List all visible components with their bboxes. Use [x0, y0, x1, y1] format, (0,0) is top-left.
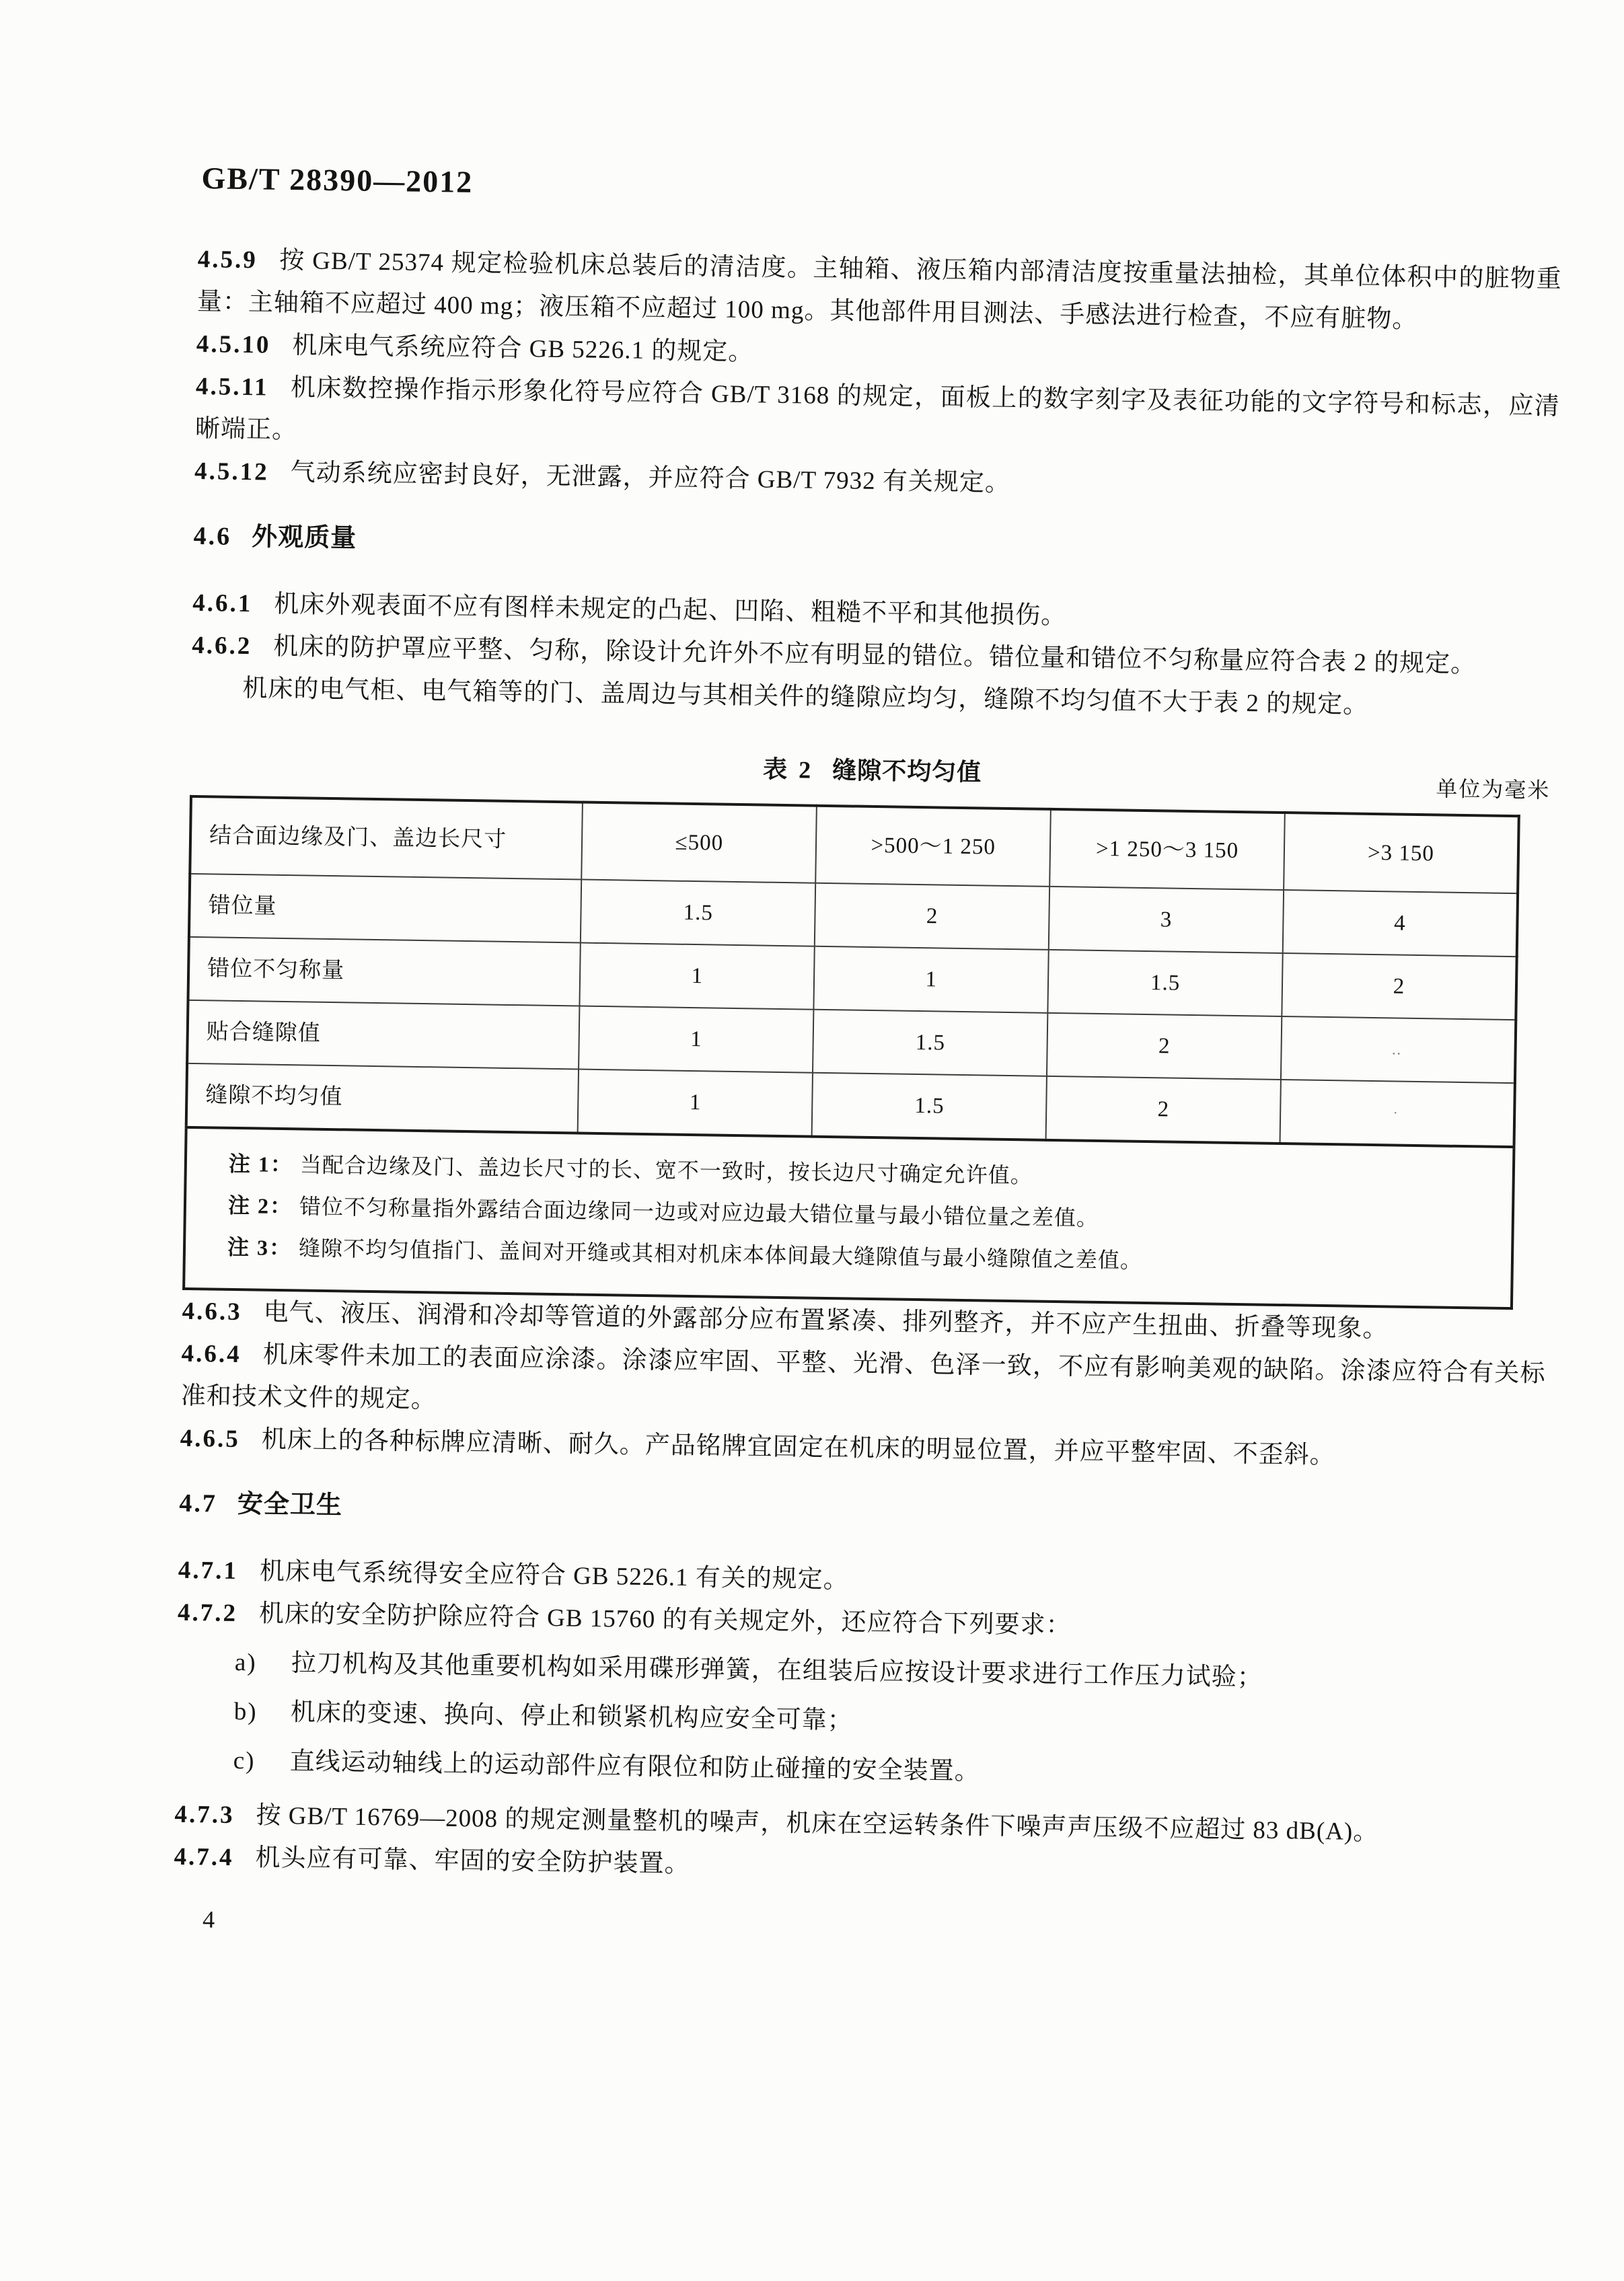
note-label: 注 3：: [227, 1234, 293, 1261]
table-notes-row: [184, 1127, 1514, 1308]
clause-text: 电气、液压、润滑和冷却等管道的外露部分应布置紧凑、排列整齐，并不应产生扭曲、折叠等现象。: [263, 1298, 1389, 1343]
cell-value: 2: [1282, 953, 1516, 1020]
cell-value: 1: [580, 943, 815, 1010]
cell-value: 1.5: [812, 1073, 1047, 1140]
row-label: 错位不匀称量: [188, 937, 581, 1006]
table-lead-in-paragraph: 机床的电气柜、电气箱等的门、盖周边与其相关件的缝隙应均匀，缝隙不均匀值不大于表 2 的规定。: [242, 675, 1369, 719]
cell-value: 1.5: [813, 1010, 1047, 1076]
clause-text: 机床外观表面不应有图样未规定的凸起、凹陷、粗糙不平和其他损伤。: [273, 590, 1067, 630]
page-number: 4: [202, 1906, 216, 1933]
clause-number: 4.6.2: [192, 631, 252, 661]
clause-number: 4.5.10: [196, 330, 271, 359]
cell-value: 1: [579, 1006, 813, 1073]
header-cell: >3 150: [1284, 813, 1519, 893]
header-cell: >500～1 250: [815, 806, 1051, 887]
table-title: 缝隙不均匀值: [832, 757, 982, 786]
cell-value: 3: [1049, 887, 1284, 953]
note-text: 缝隙不均匀值指门、盖间对开缝或其相对机床本体间最大缝隙值与最小缝隙值之差值。: [298, 1236, 1143, 1273]
clause-text: 机床数控操作指示形象化符号应符合 GB/T 3168 的规定，面板上的数字刻字及表征功能的文字符号和标志，应清晰端正。: [194, 374, 1561, 445]
clause-number: 4.7.1: [178, 1556, 239, 1585]
list-text: 直线运动轴线上的运动部件应有限位和防止碰撞的安全装置。: [289, 1748, 980, 1786]
list-text: 机床的变速、换向、停止和锁紧机构应安全可靠；: [290, 1698, 854, 1735]
gap-unevenness-table: [182, 795, 1520, 1310]
table-caption: [190, 744, 1555, 802]
clause-text: 按 GB/T 16769—2008 的规定测量整机的噪声，机床在空运转条件下噪声声压级不应超过 83 dB(A)。: [256, 1801, 1379, 1846]
clause-number: 4.6.4: [181, 1339, 242, 1369]
clause-text: 气动系统应密封良好，无泄露，并应符合 GB/T 7932 有关规定。: [290, 459, 1011, 497]
section-title: 安全卫生: [237, 1490, 343, 1520]
clause-text: 机床电气系统应符合 GB 5226.1 的规定。: [292, 332, 754, 367]
clause-text: 机床电气系统得安全应符合 GB 5226.1 有关的规定。: [259, 1557, 850, 1594]
header-cell: >1 250～3 150: [1049, 809, 1285, 890]
cell-value: 4: [1283, 890, 1518, 957]
clause-text: 机床的安全防护除应符合 GB 15760 的有关规定外，还应符合下列要求：: [258, 1600, 1072, 1640]
note-text: 当配合边缘及门、盖边长尺寸的长、宽不一致时，按长边尺寸确定允许值。: [299, 1152, 1033, 1188]
list-text: 拉刀机构及其他重要机构如采用碟形弹簧，在组装后应按设计要求进行工作压力试验；: [291, 1649, 1263, 1692]
cell-value: 2: [815, 883, 1049, 950]
page-content: [173, 161, 1563, 1961]
clause-number: 4.7.2: [177, 1598, 238, 1628]
row-label: 错位量: [189, 874, 582, 943]
clause-number: 4.6.5: [180, 1424, 241, 1454]
clause-number: 4.7.4: [174, 1842, 234, 1872]
list-marker: c): [233, 1747, 256, 1775]
table-label: 表 2: [762, 755, 814, 784]
clause-text: 机床上的各种标牌应清晰、耐久。产品铭牌宜固定在机床的明显位置，并应平整牢固、不歪斜。: [261, 1425, 1335, 1470]
clause-number: 4.5.12: [194, 457, 269, 486]
cell-value: 2: [1047, 1013, 1282, 1080]
cell-value: 1.5: [1048, 950, 1283, 1016]
clause-text: 机头应有可靠、牢固的安全防护装置。: [255, 1844, 690, 1879]
section-title: 外观质量: [251, 523, 357, 553]
cell-value: 1: [814, 946, 1049, 1013]
clause-text: 机床的防护罩应平整、匀称，除设计允许外不应有明显的错位。错位量和错位不匀称量应符合表 2 的规定。: [273, 632, 1477, 679]
clause-text: 按 GB/T 25374 规定检验机床总装后的清洁度。主轴箱、液压箱内部清洁度按重量法抽检，其单位体积中的脏物重量：主轴箱不应超过 400 mg；液压箱不应超过 100 mg。其他部件用目测法、手感法进行检查，不应有脏物。: [196, 246, 1562, 334]
table-unit-note: 单位为毫米: [1436, 776, 1551, 802]
clause-number: 4.7.3: [174, 1800, 235, 1830]
section-heading-4-7: [179, 1483, 1544, 1545]
note-label: 注 2：: [227, 1193, 293, 1219]
row-label: 贴合缝隙值: [187, 1000, 580, 1070]
cell-value: 1: [578, 1070, 813, 1137]
clause-number: 4.6.3: [182, 1297, 242, 1326]
cell-value-faint: ‥: [1281, 1016, 1516, 1083]
cell-value: 2: [1046, 1076, 1281, 1144]
header-cell: ≤500: [582, 802, 817, 883]
clause-number: 4.6.1: [192, 589, 253, 618]
row-label: 缝隙不均匀值: [186, 1063, 579, 1133]
cell-value: 1.5: [581, 880, 815, 946]
clause-number: 4.5.11: [195, 372, 269, 402]
section-number: 4.7: [179, 1489, 218, 1518]
list-marker: a): [234, 1649, 257, 1677]
list-marker: b): [233, 1698, 258, 1726]
clause-number: 4.5.9: [197, 245, 258, 274]
section-heading-4-6: [193, 515, 1558, 578]
note-label: 注 1：: [228, 1151, 294, 1177]
cell-value-faint: ·: [1280, 1080, 1515, 1147]
standard-code-header: GB/T 28390—2012: [201, 161, 474, 200]
header-cell: 结合面边缘及门、盖边长尺寸: [190, 796, 583, 880]
table-notes-cell: [184, 1127, 1514, 1308]
clause-text: 机床零件未加工的表面应涂漆。涂漆应牢固、平整、光滑、色泽一致，不应有影响美观的缺陷。涂漆应符合有关标准和技术文件的规定。: [180, 1341, 1546, 1414]
note-text: 错位不匀称量指外露结合面边缘同一边或对应边最大错位量与最小错位量之差值。: [299, 1194, 1099, 1231]
section-number: 4.6: [193, 521, 232, 551]
